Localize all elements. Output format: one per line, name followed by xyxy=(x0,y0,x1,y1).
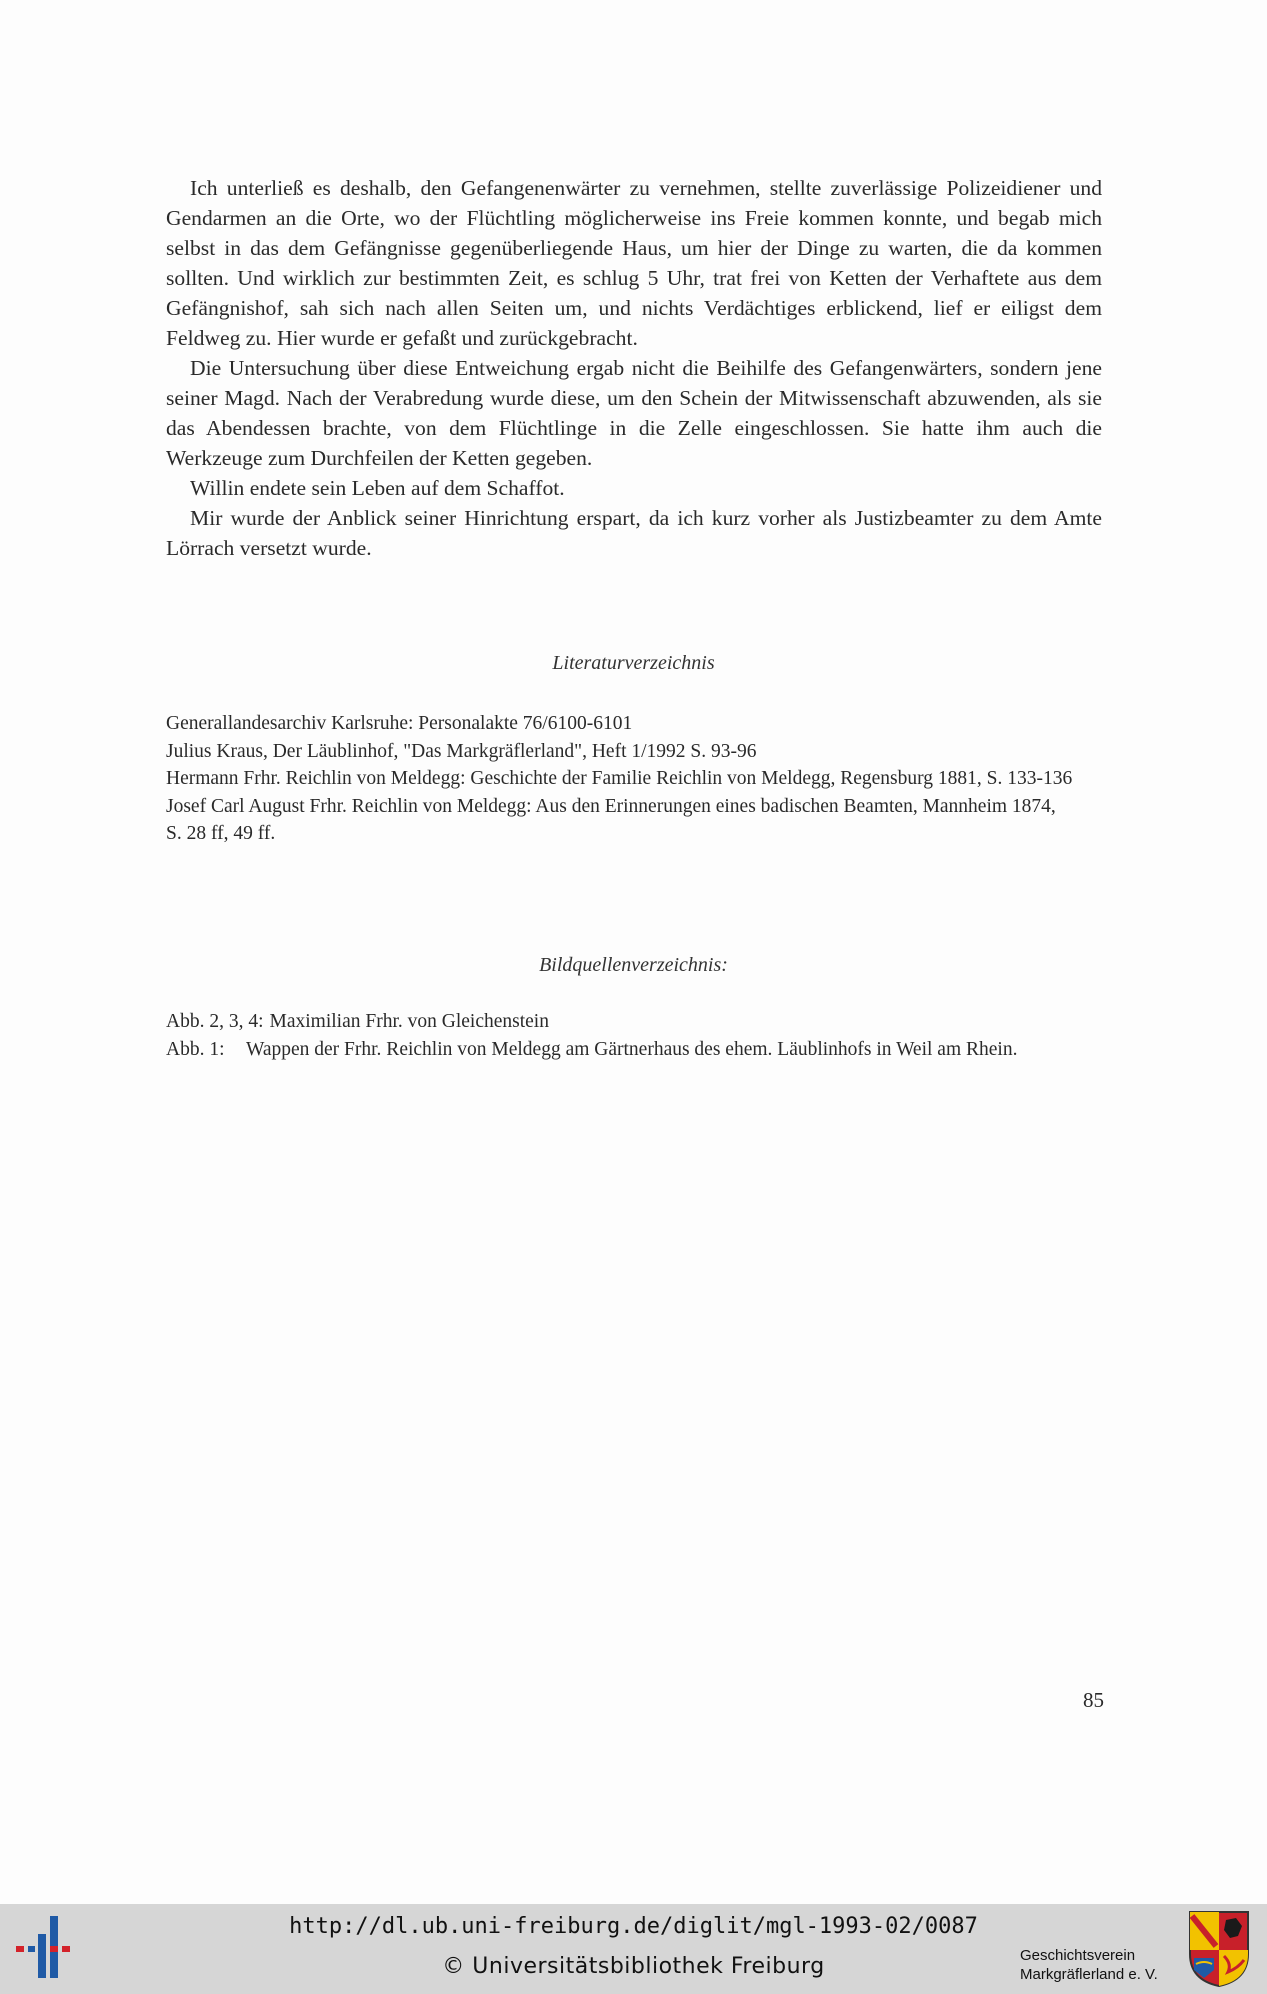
footer-url-link[interactable]: http://dl.ub.uni-freiburg.de/diglit/mgl-1993-02/0087 xyxy=(289,1914,978,1939)
society-line-1: Geschichtsverein xyxy=(1020,1947,1136,1964)
society-line-2: Markgräflerland e. V. xyxy=(1020,1966,1158,1983)
image-source-text: Wappen der Frhr. Reichlin von Meldegg am Gärtnerhaus des ehem. Läublinhofs in Weil am Rhein. xyxy=(246,1039,1018,1060)
literature-list xyxy=(166,710,1076,848)
image-source-text: Maximilian Frhr. von Gleichenstein xyxy=(269,1011,549,1032)
society-name xyxy=(1020,1946,1190,1984)
coat-of-arms-icon xyxy=(1188,1910,1250,1988)
literature-entry: Hermann Frhr. Reichlin von Meldegg: Geschichte der Familie Reichlin von Meldegg, Regensburg 1881, S. 133-136 xyxy=(166,768,1073,789)
image-sources-list xyxy=(166,1008,1096,1064)
literature-heading: Literaturverzeichnis xyxy=(552,652,715,674)
footer-bar xyxy=(0,1904,1267,1994)
paragraph-2: Die Untersuchung über diese Entweichung ergab nicht die Beihilfe des Gefangenwärters, sondern jene seiner Magd. Nach der Verabredung wurde diese, um den Schein der Mitwissenschaft abzuwenden, als sie das Abendessen brachte, von dem Flüchtlinge in die Zelle eingeschlossen. Sie hatte ihm auch die Werkzeuge zum Durchfeilen der Ketten gegeben. xyxy=(166,356,1102,470)
paragraph-1: Ich unterließ es deshalb, den Gefangenenwärter zu vernehmen, stellte zuverlässige Polizeidiener und Gendarmen an die Orte, wo der Flüchtling möglicherweise ins Freie kommen konnte, und begab mich selbst in das dem Gefängnisse gegenüberliegende Haus, um hier der Dinge zu warten, die da kommen sollten. Und wirklich zur bestimmten Zeit, es schlug 5 Uhr, trat frei von Ketten der Verhaftete aus dem Gefängnishof, sah sich nach allen Seiten um, und nichts Verdächtiges erblickend, lief er eiligst dem Feldweg zu. Hier wurde er gefaßt und zurückgebracht. xyxy=(166,176,1102,350)
body-text xyxy=(166,173,1102,563)
page-number: 85 xyxy=(1083,1688,1104,1712)
paragraph-4: Mir wurde der Anblick seiner Hinrichtung erspart, da ich kurz vorher als Justizbeamter zu dem Amte Lörrach versetzt wurde. xyxy=(166,506,1102,560)
image-sources-heading: Bildquellenverzeichnis: xyxy=(539,954,728,976)
footer-copyright: © Universitätsbibliothek Freiburg xyxy=(442,1954,825,1979)
paragraph-3: Willin endete sein Leben auf dem Schaffot. xyxy=(190,476,565,500)
image-source-label: Abb. 2, 3, 4: xyxy=(166,1011,264,1032)
literature-entry: Josef Carl August Frhr. Reichlin von Meldegg: Aus den Erinnerungen eines badischen Beamten, Mannheim 1874, S. 28 ff, 49 ff. xyxy=(166,795,1056,844)
image-source-entry xyxy=(166,1036,1096,1064)
literature-entry: Julius Kraus, Der Läublinhof, "Das Markgräflerland", Heft 1/1992 S. 93-96 xyxy=(166,740,757,762)
literature-entry: Generallandesarchiv Karlsruhe: Personalakte 76/6100-6101 xyxy=(166,713,633,734)
image-source-label: Abb. 1: xyxy=(166,1039,225,1060)
image-source-entry xyxy=(166,1008,1096,1036)
